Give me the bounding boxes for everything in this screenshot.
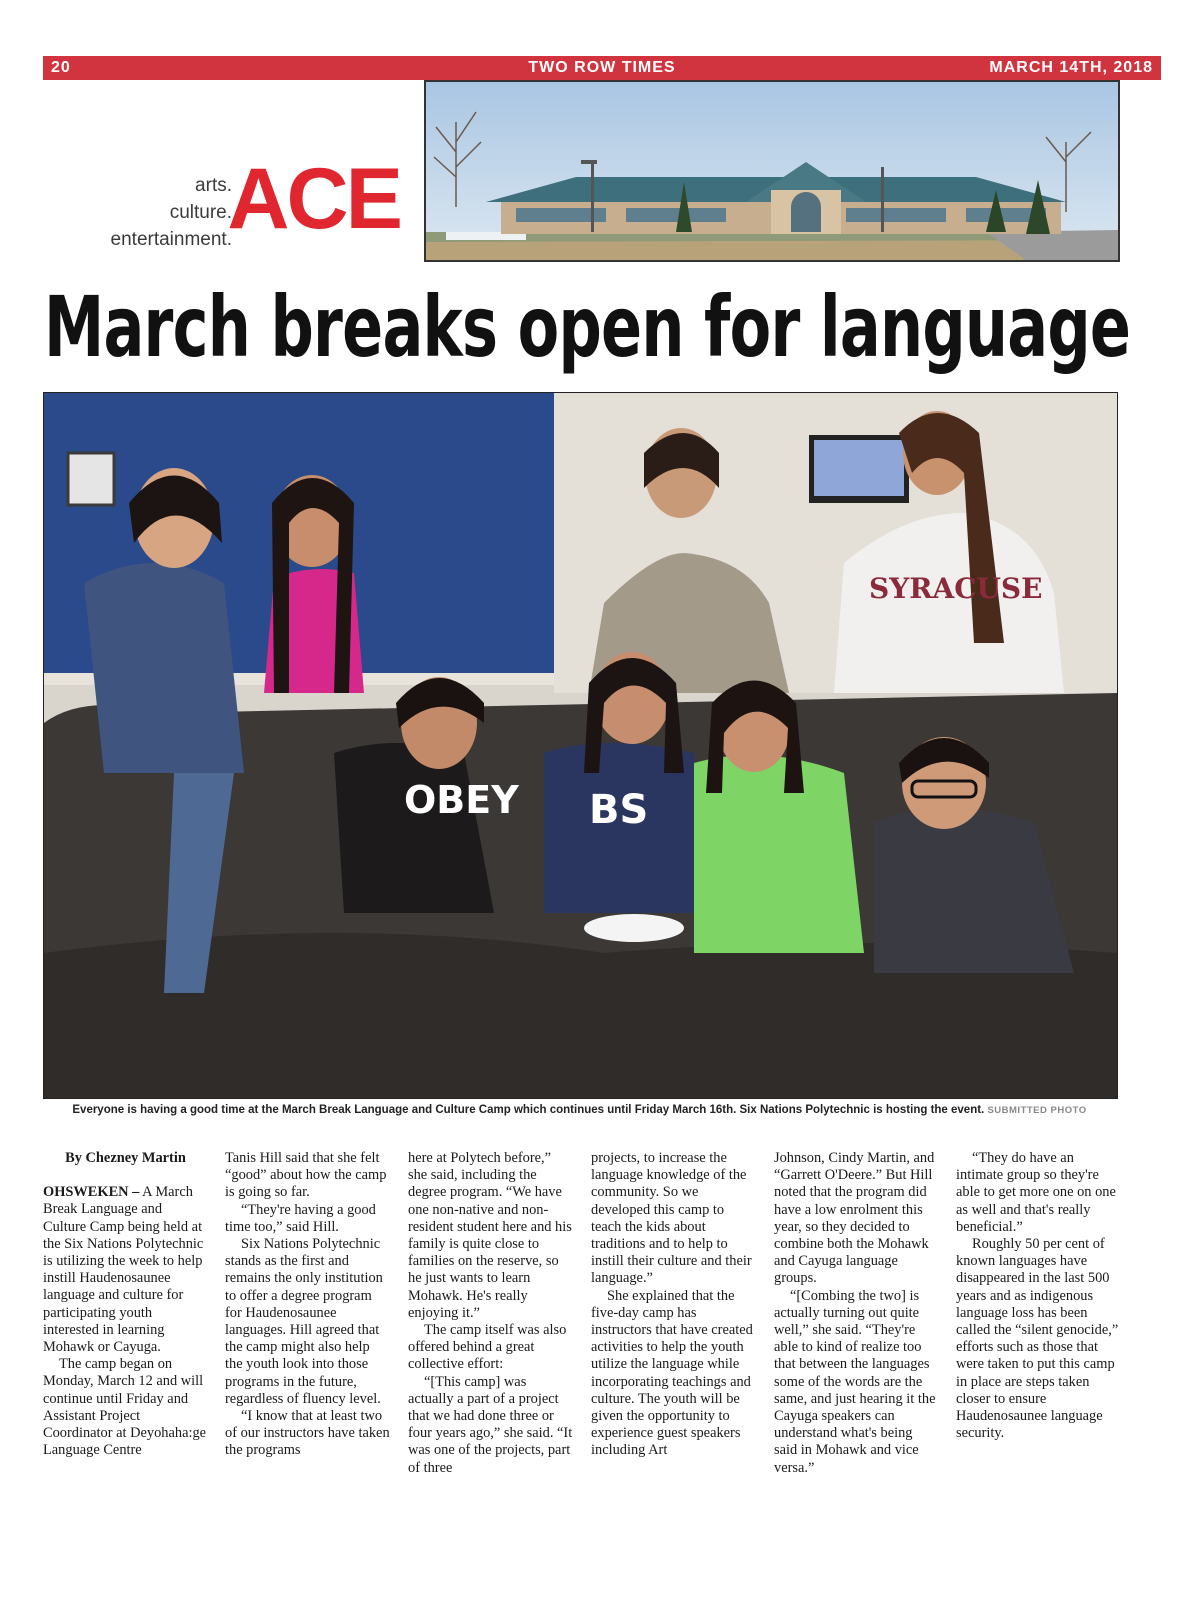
article-paragraph: “They're having a good time too,” said Hill. — [225, 1201, 376, 1235]
article-paragraph: projects, to increase the language knowledge of the community. So we developed this camp to teach the kids about traditions and to help to instill their culture and their language.” — [591, 1150, 752, 1287]
page-header-bar — [43, 56, 1161, 80]
ace-logo-text: ACE — [227, 151, 400, 247]
article-column-6 — [956, 1150, 1121, 1442]
article-paragraph: “[Combing the two] is actually turning out quite well,” she said. “They're able to kind of realize too that between the languages some of the words are the same, and just hearing it the Cayuga speakers can understand what's being said in Mohawk and vice versa.” — [774, 1287, 936, 1476]
dateline: OHSWEKEN – — [43, 1184, 140, 1201]
article-paragraph: Roughly 50 per cent of known languages have disappeared in the last 500 years and as indigenous language loss has been called the “silent genocide,” efforts such as those that were taken to put this camp in place are steps taken closer to ensure Haudenosaunee language security. — [956, 1236, 1119, 1442]
photo-caption — [43, 1104, 1116, 1116]
group-photo — [43, 392, 1118, 1099]
article-column-1 — [43, 1150, 208, 1459]
building-photo — [424, 80, 1120, 262]
tagline-culture: culture. — [169, 202, 232, 223]
article-paragraph: “I know that at least two of our instructors have taken the programs — [225, 1408, 390, 1459]
tagline-entertainment: entertainment. — [110, 229, 232, 250]
publication-name: TWO ROW TIMES — [528, 59, 676, 76]
article-column-5 — [774, 1150, 939, 1477]
article-paragraph: Six Nations Polytechnic stands as the first and remains the only institution to offer a degree program for Haudenosaunee languages. Hill agreed that the camp might also help the youth look into those programs in the future, regardless of fluency level. — [225, 1236, 383, 1407]
byline: By Chezney Martin — [65, 1150, 186, 1166]
shirt-text-obey: OBEY — [404, 778, 519, 822]
article-column-2 — [225, 1150, 390, 1460]
photo-credit: SUBMITTED PHOTO — [987, 1105, 1087, 1116]
tagline-arts: arts. — [195, 175, 232, 196]
article-paragraph: here at Polytech before,” she said, including the degree program. “We have one non-native and non-resident student here and his family is quite close to families on the reserve, so he just wants to learn Mohawk. He's really enjoying it.” — [408, 1150, 572, 1321]
page-number: 20 — [51, 59, 71, 76]
article-paragraph: Johnson, Cindy Martin, and “Garrett O'Deere.” But Hill noted that the program did have a low enrolment this year, so they decided to combine both the Mohawk and Cayuga language groups. — [774, 1150, 935, 1287]
paragraph-text: A March Break Language and Culture Camp being held at the Six Nations Polytechnic is utilizing the week to help instill Haudenosaunee language and culture for participating youth interested in learning Mohawk or Cayuga. — [43, 1184, 204, 1356]
section-tagline — [111, 172, 232, 253]
article-paragraph: “They do have an intimate group so they're able to get more one on one as well and that's really beneficial.” — [956, 1150, 1116, 1235]
article-paragraph: “[This camp] was actually a part of a project that we had done three or four years ago,” she said. “It was one of the projects, part of three — [408, 1373, 573, 1476]
article-paragraph — [43, 1184, 208, 1356]
article-headline: March breaks open for language — [44, 278, 1131, 376]
issue-date: MARCH 14TH, 2018 — [989, 59, 1153, 76]
section-logo — [60, 151, 400, 250]
caption-text: Everyone is having a good time at the March Break Language and Culture Camp which continues until Friday March 16th. Six Nations Polytechnic is hosting the event. — [72, 1104, 985, 1116]
shirt-text-syracuse: SYRACUSE — [869, 572, 1043, 605]
article-paragraph: The camp began on Monday, March 12 and will continue until Friday and Assistant Project Coordinator at Deyohaha:ge Language Centre — [43, 1356, 207, 1459]
article-paragraph: She explained that the five-day camp has instructors that have created activities to help the youth utilize the language while incorporating teachings and culture. The youth will be given the opportunity to experience guest speakers including Art — [591, 1287, 753, 1459]
article-paragraph: The camp itself was also offered behind a great collective effort: — [408, 1322, 567, 1373]
group-photo-illustration — [44, 393, 1117, 1098]
shirt-text-bs: BS — [589, 787, 649, 833]
article-paragraph: Tanis Hill said that she felt “good” about how the camp is going so far. — [225, 1150, 387, 1201]
article-column-3 — [408, 1150, 573, 1477]
article-column-4 — [591, 1150, 756, 1460]
building-illustration — [426, 82, 1118, 260]
